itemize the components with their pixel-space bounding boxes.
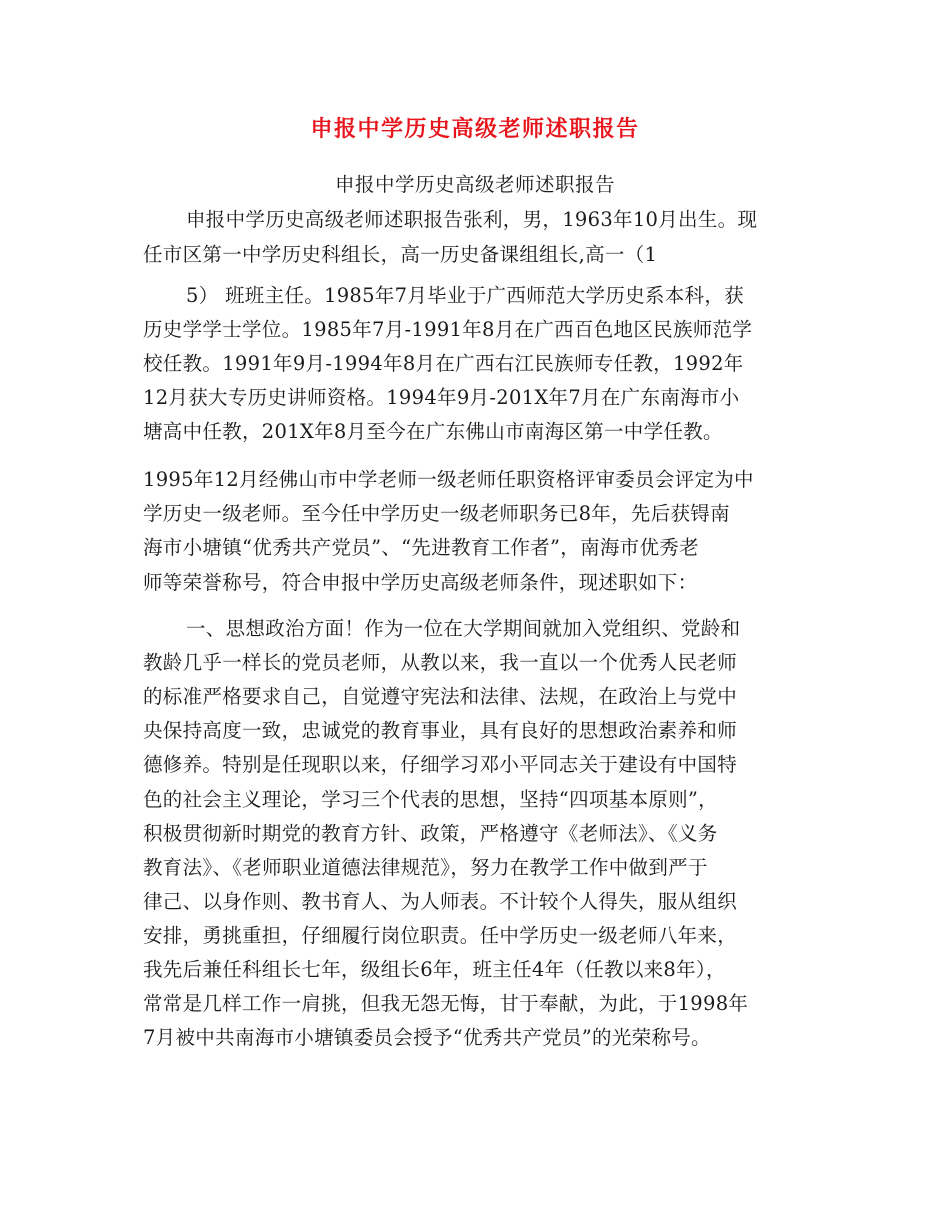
text-line: 海市小塘镇“优秀共产党员”、“先进教育工作者”，南海市优秀老	[143, 536, 699, 559]
text-line: 任市区第一中学历史科组长，高一历史备课组组长,高一（1	[143, 243, 658, 266]
text-line: 申报中学历史高级老师述职报告张利，男，1963年10月出生。现	[186, 208, 758, 231]
text-line: 安排，勇挑重担，仔细履行岗位职责。任中学历史一级老师八年来，	[143, 924, 738, 947]
text-line: 历史学学士学位。1985年7月-1991年8月在广西百色地区民族师范学	[143, 318, 753, 341]
text-line: 德修养。特别是任现职以来，仔细学习邓小平同志关于建设有中国特	[143, 753, 738, 776]
text-line: 色的社会主义理论，学习三个代表的思想，坚持“四项基本原则”，	[143, 788, 718, 811]
document-subtitle: 申报中学历史高级老师述职报告	[334, 173, 615, 196]
text-line: 学历史一级老师。至今任中学历史一级老师职务已8年，先后获锝南	[143, 502, 730, 525]
text-line: 7月被中共南海市小塘镇委员会授予“优秀共产党员”的光荣称号。	[143, 1026, 711, 1049]
text-line: 央保持高度一致，忠诚党的教育事业，具有良好的思想政治素养和师	[143, 719, 738, 742]
text-line: 教龄几乎一样长的党员老师，从教以来，我一直以一个优秀人民老师	[143, 651, 738, 674]
text-line: 12月获大专历史讲师资格。1994年9月-201X年7月在广东南海市小	[143, 386, 740, 409]
text-line: 我先后兼任科组长七年，级组长6年，班主任4年（任教以来8年），	[143, 958, 726, 981]
text-line: 教育法》、《老师职业道德法律规范》，努力在教学工作中做到严于	[143, 856, 708, 879]
text-line: 1995年12月经佛山市中学老师一级老师任职资格评审委员会评定为中	[143, 468, 754, 491]
text-line: 律己、以身作则、教书育人、为人师表。不计较个人得失，服从组织	[143, 890, 738, 913]
text-line: 积极贯彻新时期党的教育方针、政策，严格遵守《老师法》、《义务	[143, 822, 718, 845]
text-line: 塘高中任教，201X年8月至今在广东佛山市南海区第一中学任教。	[143, 420, 723, 443]
text-line: 5） 班班主任。1985年7月毕业于广西师范大学历史系本科，获	[186, 284, 744, 307]
text-line: 师等荣誉称号，符合申报中学历史高级老师条件，现述职如下：	[143, 571, 698, 594]
document-title: 申报中学历史高级老师述职报告	[310, 117, 640, 142]
text-line: 校任教。1991年9月-1994年8月在广西右江民族师专任教，1992年	[143, 352, 744, 375]
text-line: 的标准严格要求自己，自觉遵守宪法和法律、法规，在政治上与党中	[143, 685, 738, 708]
text-line: 常常是几样工作一肩挑，但我无怨无悔，甘于奉献，为此，于1998年	[143, 992, 749, 1015]
text-line: 一、思想政治方面！作为一位在大学期间就加入党组织、党龄和	[186, 617, 741, 640]
